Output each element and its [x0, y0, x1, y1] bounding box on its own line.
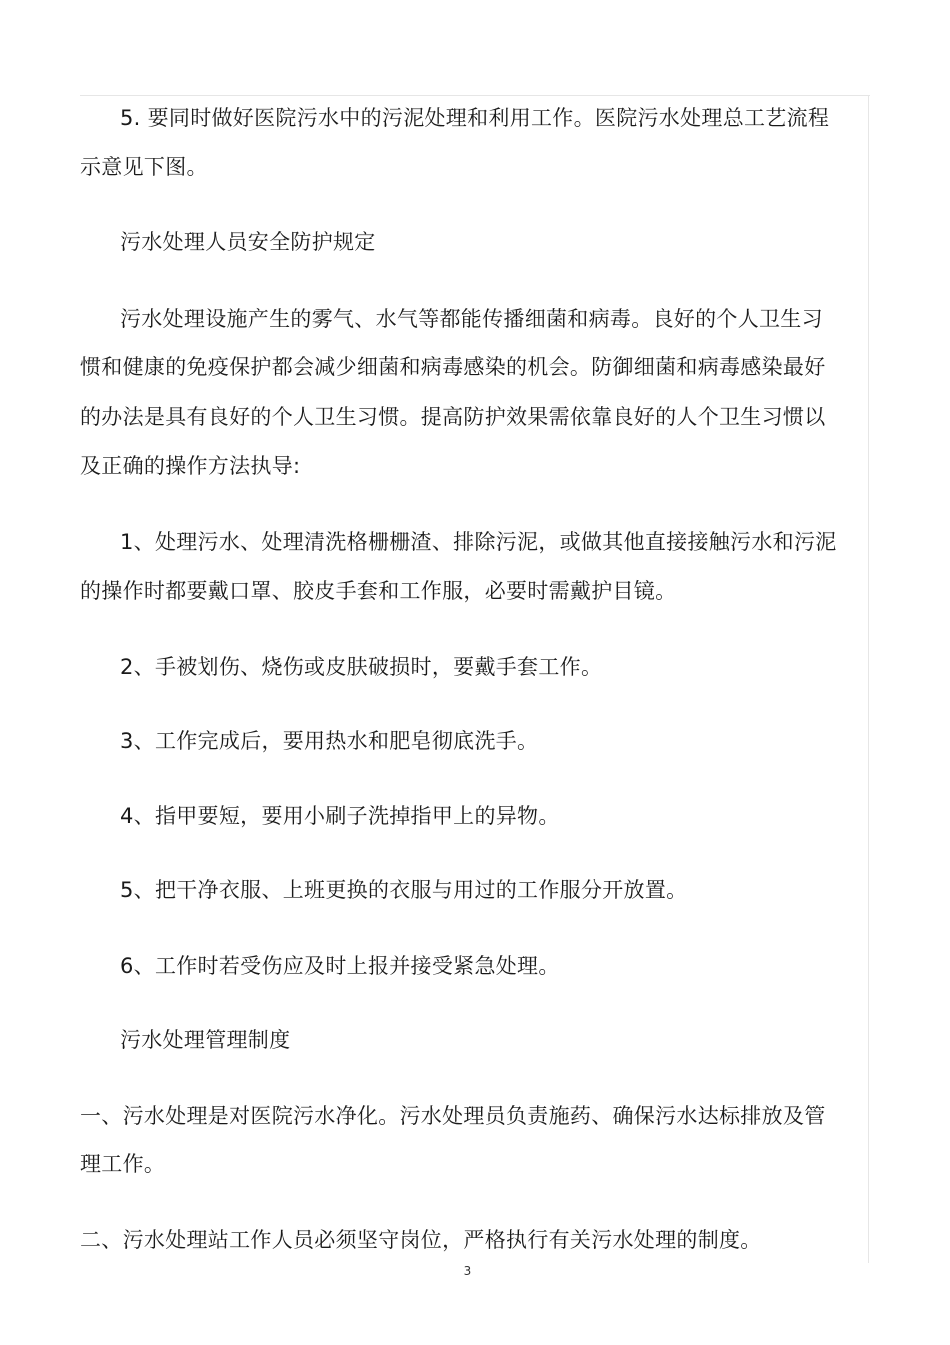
paragraph-line: 惯和健康的免疫保护都会减少细菌和病毒感染的机会。防御细菌和病毒感染最好 — [80, 355, 826, 379]
page-right-border — [868, 95, 869, 1263]
paragraph-line: 示意见下图。 — [80, 155, 208, 179]
list-item: 5、把干净衣服、上班更换的衣服与用过的工作服分开放置。 — [120, 878, 688, 902]
paragraph-line: 理工作。 — [80, 1152, 166, 1176]
paragraph-line: 的办法是具有良好的个人卫生习惯。提高防护效果需依靠良好的人个卫生习惯以 — [80, 405, 826, 429]
list-item: 2、手被划伤、烧伤或皮肤破损时，要戴手套工作。 — [120, 655, 603, 679]
section-heading: 污水处理人员安全防护规定 — [120, 230, 376, 254]
paragraph-line: 5. 要同时做好医院污水中的污泥处理和利用工作。医院污水处理总工艺流程 — [120, 106, 830, 130]
paragraph-line: 污水处理设施产生的雾气、水气等都能传播细菌和病毒。良好的个人卫生习 — [120, 307, 823, 331]
page-top-border — [80, 95, 870, 96]
list-item: 1、处理污水、处理清洗格栅栅渣、排除污泥，或做其他直接接触污水和污泥 — [120, 530, 837, 554]
list-item-continuation: 的操作时都要戴口罩、胶皮手套和工作服，必要时需戴护目镜。 — [80, 579, 677, 603]
section-heading: 污水处理管理制度 — [120, 1028, 291, 1052]
paragraph-line: 二、污水处理站工作人员必须坚守岗位，严格执行有关污水处理的制度。 — [80, 1228, 762, 1252]
list-item: 6、工作时若受伤应及时上报并接受紧急处理。 — [120, 954, 560, 978]
list-item: 3、工作完成后，要用热水和肥皂彻底洗手。 — [120, 729, 539, 753]
paragraph-line: 一、污水处理是对医院污水净化。污水处理员负责施药、确保污水达标排放及管 — [80, 1104, 826, 1128]
paragraph-line: 及正确的操作方法执导: — [80, 454, 301, 478]
list-item: 4、指甲要短，要用小刷子洗掉指甲上的异物。 — [120, 804, 560, 828]
page-number: 3 — [463, 1264, 472, 1278]
